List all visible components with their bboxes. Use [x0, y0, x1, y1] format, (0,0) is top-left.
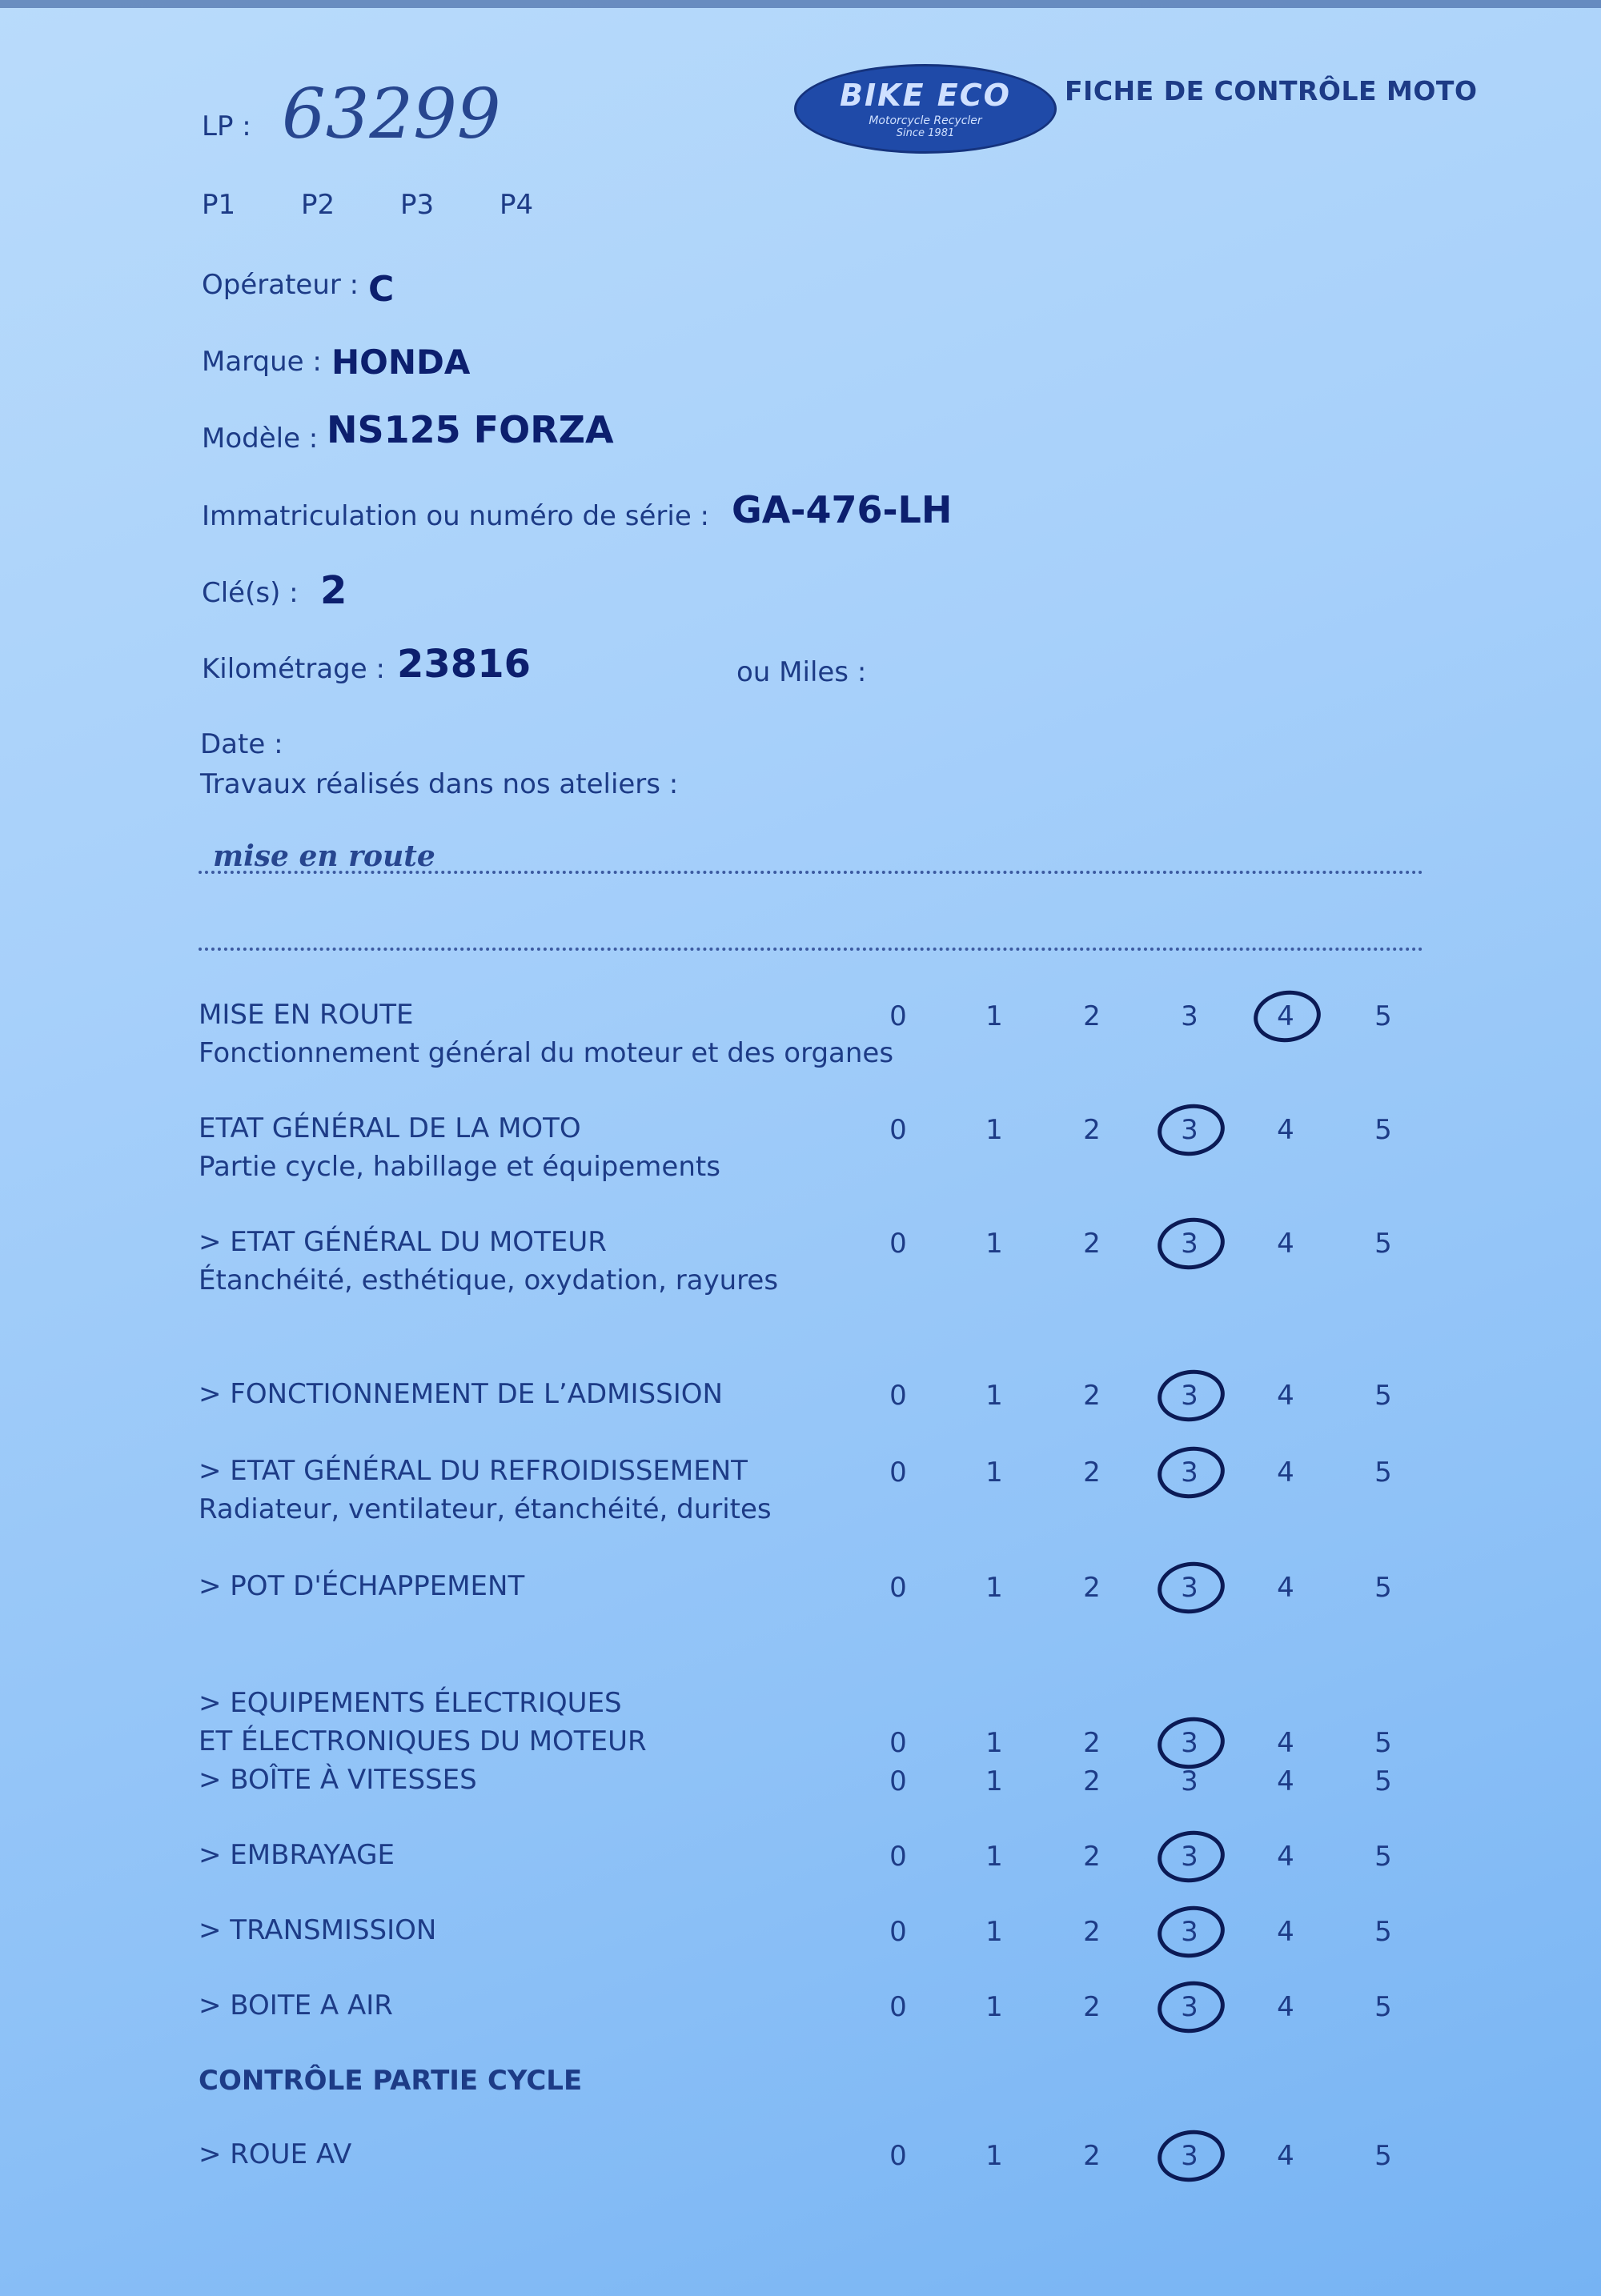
score-option[interactable]: 2 [1083, 1000, 1101, 1032]
score-option[interactable]: 1 [985, 1000, 1003, 1032]
lp-value: 63299 [282, 74, 501, 154]
travaux-line-2 [199, 948, 1423, 951]
position-p4: P4 [500, 189, 534, 221]
position-p3: P3 [400, 189, 435, 221]
cles-label: Clé(s) : [202, 577, 299, 609]
criterion-name: > ETAT GÉNÉRAL DU MOTEUR [199, 1226, 607, 1258]
score-option[interactable]: 4 [1277, 1000, 1294, 1032]
score-option[interactable]: 3 [1181, 1765, 1198, 1797]
immatriculation-label: Immatriculation ou numéro de série : [202, 500, 709, 532]
score-option[interactable]: 5 [1374, 1841, 1392, 1873]
score-option[interactable]: 1 [985, 1457, 1003, 1489]
kilometrage-label: Kilométrage : [202, 653, 385, 685]
score-option[interactable]: 3 [1181, 1916, 1198, 1948]
criterion-description: Partie cycle, habillage et équipements [199, 1151, 720, 1183]
criterion-name: > TRANSMISSION [199, 1914, 437, 1946]
score-option[interactable]: 2 [1083, 1228, 1101, 1260]
score-option[interactable]: 5 [1374, 1114, 1392, 1146]
selected-score-circle [1154, 1557, 1228, 1617]
criterion-name: > EQUIPEMENTS ÉLECTRIQUES [199, 1687, 622, 1719]
score-option[interactable]: 3 [1181, 1727, 1198, 1759]
immatriculation-value: GA-476-LH [732, 488, 953, 531]
score-option[interactable]: 1 [985, 1114, 1003, 1146]
travaux-value: mise en route [213, 839, 435, 873]
score-option[interactable]: 4 [1277, 1114, 1294, 1146]
score-option[interactable]: 1 [985, 1380, 1003, 1412]
modele-label: Modèle : [202, 423, 319, 455]
score-option[interactable]: 1 [985, 1727, 1003, 1759]
selected-score-circle [1154, 1713, 1228, 1773]
score-option[interactable]: 3 [1181, 1380, 1198, 1412]
cles-value: 2 [320, 568, 347, 613]
score-option[interactable]: 1 [985, 1916, 1003, 1948]
score-option[interactable]: 2 [1083, 1841, 1101, 1873]
score-option[interactable]: 1 [985, 1228, 1003, 1260]
lp-label: LP : [202, 110, 251, 142]
score-option[interactable]: 4 [1277, 1765, 1294, 1797]
travaux-label: Travaux réalisés dans nos ateliers : [200, 768, 679, 800]
score-option[interactable]: 1 [985, 2140, 1003, 2172]
selected-score-circle [1154, 2126, 1228, 2186]
score-option[interactable]: 0 [889, 1765, 907, 1797]
selected-score-circle [1154, 1213, 1228, 1273]
logo-subtitle: Motorcycle Recycler [869, 114, 982, 127]
selected-score-circle [1154, 1442, 1228, 1502]
score-option[interactable]: 1 [985, 1765, 1003, 1797]
cycle-section-title: CONTRÔLE PARTIE CYCLE [199, 2065, 583, 2097]
miles-label: ou Miles : [736, 656, 867, 688]
score-option[interactable]: 0 [889, 1916, 907, 1948]
score-option[interactable]: 3 [1181, 1572, 1198, 1604]
score-option[interactable]: 5 [1374, 2140, 1392, 2172]
score-option[interactable]: 2 [1083, 1991, 1101, 2023]
score-option[interactable]: 3 [1181, 1991, 1198, 2023]
criterion-description: Étanchéité, esthétique, oxydation, rayures [199, 1264, 779, 1296]
score-option[interactable]: 2 [1083, 2140, 1101, 2172]
selected-score-circle [1154, 1901, 1228, 1961]
score-option[interactable]: 0 [889, 1380, 907, 1412]
score-option[interactable]: 2 [1083, 1114, 1101, 1146]
score-option[interactable]: 0 [889, 1228, 907, 1260]
paper-edge [0, 0, 1601, 8]
cycle-name: > ROUE AV [199, 2138, 352, 2170]
criterion-name: > BOITE A AIR [199, 1989, 393, 2022]
score-option[interactable]: 3 [1181, 1228, 1198, 1260]
score-option[interactable]: 5 [1374, 1916, 1392, 1948]
criterion-name: MISE EN ROUTE [199, 999, 414, 1031]
criterion-name: > EMBRAYAGE [199, 1839, 395, 1871]
score-option[interactable]: 2 [1083, 1380, 1101, 1412]
criterion-description: Fonctionnement général du moteur et des organes [199, 1037, 894, 1069]
criterion-name: > FONCTIONNEMENT DE L’ADMISSION [199, 1378, 723, 1410]
criterion-name: ETAT GÉNÉRAL DE LA MOTO [199, 1112, 581, 1144]
score-option[interactable]: 0 [889, 1727, 907, 1759]
modele-value: NS125 FORZA [327, 408, 614, 451]
marque-label: Marque : [202, 346, 322, 378]
criterion-name: > BOÎTE À VITESSES [199, 1764, 477, 1796]
selected-score-circle [1154, 1977, 1228, 2037]
score-option[interactable]: 2 [1083, 1727, 1101, 1759]
score-option[interactable]: 5 [1374, 1228, 1392, 1260]
score-option[interactable]: 0 [889, 1841, 907, 1873]
score-option[interactable]: 0 [889, 1114, 907, 1146]
score-option[interactable]: 3 [1181, 1457, 1198, 1489]
score-option[interactable]: 0 [889, 1991, 907, 2023]
criterion-name: > ETAT GÉNÉRAL DU REFROIDISSEMENT [199, 1455, 748, 1487]
travaux-line-1 [199, 871, 1423, 874]
score-option[interactable]: 4 [1277, 2140, 1294, 2172]
score-option[interactable]: 3 [1181, 2140, 1198, 2172]
score-option[interactable]: 1 [985, 1991, 1003, 2023]
score-option[interactable]: 5 [1374, 1572, 1392, 1604]
position-p2: P2 [301, 189, 335, 221]
criterion-description: ET ÉLECTRONIQUES DU MOTEUR [199, 1725, 647, 1757]
score-option[interactable]: 4 [1277, 1991, 1294, 2023]
score-option[interactable]: 1 [985, 1572, 1003, 1604]
position-p1: P1 [202, 189, 236, 221]
score-option[interactable]: 5 [1374, 1765, 1392, 1797]
selected-score-circle [1154, 1826, 1228, 1886]
score-option[interactable]: 5 [1374, 1991, 1392, 2023]
score-option[interactable]: 2 [1083, 1457, 1101, 1489]
date-label: Date : [200, 728, 283, 760]
criterion-description: Radiateur, ventilateur, étanchéité, durites [199, 1493, 772, 1525]
score-option[interactable]: 4 [1277, 1380, 1294, 1412]
score-option[interactable]: 0 [889, 1572, 907, 1604]
selected-score-circle [1154, 1365, 1228, 1425]
score-option[interactable]: 3 [1181, 1841, 1198, 1873]
score-option[interactable]: 0 [889, 2140, 907, 2172]
selected-score-circle [1250, 986, 1324, 1046]
score-option[interactable]: 2 [1083, 1916, 1101, 1948]
score-option[interactable]: 2 [1083, 1765, 1101, 1797]
operateur-label: Opérateur : [202, 269, 359, 301]
score-option[interactable]: 4 [1277, 1228, 1294, 1260]
score-option[interactable]: 3 [1181, 1114, 1198, 1146]
score-option[interactable]: 4 [1277, 1841, 1294, 1873]
kilometrage-value: 23816 [397, 642, 531, 687]
selected-score-circle [1154, 1100, 1228, 1160]
score-option[interactable]: 4 [1277, 1916, 1294, 1948]
score-option[interactable]: 5 [1374, 1380, 1392, 1412]
score-option[interactable]: 1 [985, 1841, 1003, 1873]
score-option[interactable]: 4 [1277, 1572, 1294, 1604]
bike-eco-logo [794, 64, 1057, 154]
score-option[interactable]: 3 [1181, 1000, 1198, 1032]
score-option[interactable]: 4 [1277, 1457, 1294, 1489]
score-option[interactable]: 5 [1374, 1457, 1392, 1489]
logo-since: Since 1981 [896, 127, 955, 139]
score-option[interactable]: 2 [1083, 1572, 1101, 1604]
score-option[interactable]: 0 [889, 1457, 907, 1489]
score-option[interactable]: 0 [889, 1000, 907, 1032]
operateur-value: C [368, 269, 395, 310]
score-option[interactable]: 5 [1374, 1727, 1392, 1759]
score-option[interactable]: 4 [1277, 1727, 1294, 1759]
document-title: FICHE DE CONTRÔLE MOTO [1065, 75, 1478, 106]
score-option[interactable]: 5 [1374, 1000, 1392, 1032]
criterion-name: > POT D'ÉCHAPPEMENT [199, 1570, 525, 1602]
logo-brand: BIKE ECO [840, 78, 1011, 113]
marque-value: HONDA [331, 343, 471, 382]
